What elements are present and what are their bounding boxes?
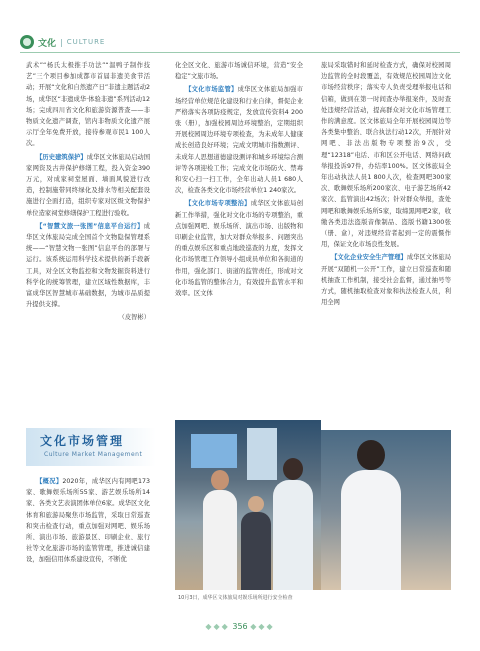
photo-person-head bbox=[248, 496, 264, 512]
photo-person bbox=[341, 470, 401, 590]
author-note: （皮智彬） bbox=[118, 314, 150, 322]
photo-display bbox=[247, 428, 277, 480]
paragraph-text: 成华区文体旅局启动国家网资及古井保护修缮工程，投入资金390万元，对成家祠堂屋面、墙面风貌进行改造，控制施带同终绿化及排水等相关配套设施进行全面打造，组织专家对区级文物保护单位造家祠堂修缮保护工程进行验收。 bbox=[26, 153, 150, 217]
inspection-photo-right bbox=[321, 430, 451, 590]
header-subtitle: CULTURE bbox=[66, 38, 106, 46]
paragraph: 化全区文化、旅游市场诚信环境，营造“安全稳定”文旅市场。 bbox=[175, 62, 303, 81]
paragraph-text: 2020年，成华区内有网吧173家、歌舞娱乐场所55家、游艺娱乐场所14家、各类文艺表演团体单位6家。成华区文化体育和旅游局聚焦市场监管，采取日常巡查和突击检查行动，重点加强对网吧、娱乐场所、演出市场、旅游景区、印刷企业、旅行社等文化旅游市场的监管管理，推进诚信建设，加强信用体系建设宣传，不断优 bbox=[26, 478, 150, 564]
photo-screen bbox=[191, 434, 237, 468]
section-subtitle: Culture Market Management bbox=[44, 451, 143, 458]
paragraph-text: 成华区文体旅局加强市场经营单位规范化建设和行业自律，督促企业严格落实各项防疫规定，发放宣传资料4 200张（册），加强校园周边环境整治，定期组织开展校园周边环境专项检查，为未成年人健康成长创造良好环境；完成文明城市指数测评、未成年人思想道德建设测评和城乡环境综合测评等各项迎检工作；完成文化市场防火、禁毒和安心扫一扫工作，全年出动人员1 680人次，检查各类文化市场经营单位1 240家次。 bbox=[175, 86, 303, 195]
section-banner bbox=[26, 428, 156, 466]
page-dots-left: ◆◆◆ bbox=[205, 622, 230, 631]
paragraph-safety-management bbox=[321, 252, 451, 308]
page-number bbox=[0, 622, 480, 631]
paragraph-special-rectification bbox=[175, 198, 303, 299]
section-tag: 【文化企业安全生产管理】 bbox=[331, 254, 407, 262]
paragraph-text: 成华区文体旅局创新工作举措，强化对文化市场的专项整治，重点加强网吧、娱乐场所、演出市场、出版物和印刷企业监管，加大对群众举报多、问题突出的重点娱乐区和重点地段巡查的力度，发挥文化市场管理工作领导小组成员单位和各街道的作用，强化部门、街道的监管责任，形成对文化市场监管的整体合力，有效提升监管水平和效率。区文体 bbox=[175, 200, 303, 298]
photo-person-head bbox=[211, 470, 229, 490]
paragraph-text: 成华区文体旅局完成全国首个文物隐保管理系统——“智慧文物一张图”信息平台的部署与运行。该系统运用科学技术提供的新手段新工具，对全区文物监控和文物发掘资料进行科学化的统筹管理，建立区域性数据库，丰富成华区智慧城市基础数据，为城市品质提升提供支撑。 bbox=[26, 222, 150, 309]
paragraph: 旅局采取错时和延时检查方式，确保对校园周边监管的全时段覆盖，有效规范校园周边文化市场经营秩序；落实专人负责受理举报电话和信箱，做到在第一时间查办举报案件，及时查处违规经营活动，提高群众对文化市场管理工作的满意度。区文体旅局全年开展校园周边等各类集中整治、联合执法行动12次，开展针对网吧、非法出版物专项整治9次，受理“12318”电话、市和区公开电话、网络问政举报投诉97件，办结率100%。区文体旅局全年出动执法人员1 800人次，检查网吧300家次、歌舞娱乐场所200家次、电子游艺场所42家次、监管演出42场次；针对群众举报，查处网吧和歌舞娱乐场所5家，取缔黑网吧2家，收缴各类违法盗版音像制品、盗版书籍1300张（册、盒），对违规经营者起到一定的震慑作用，保证文化市场良性发展。 bbox=[321, 62, 451, 249]
paragraph-market-supervision bbox=[175, 84, 303, 196]
paragraph: 武术”“杨氏太极推手功法”“温鸭子制作技艺”三个项目参加成都市首届非遗美食节活动；开展“文化和自然遗产日”非遗主题活动2场，成华区“非遗成华·体验非遗”系列活动12场；完成四川省文化和旅游资源普查——非物质文化遗产调查，馆内非物质文化遗产展示厅全年免费开放，接待参观市民1 100人次。 bbox=[26, 62, 150, 148]
page-header bbox=[20, 34, 105, 50]
paragraph-history-building bbox=[26, 152, 150, 219]
page-dots-right: ◆◆◆ bbox=[250, 622, 275, 631]
paragraph-text: 成华区文体旅局开展“双随机一公开”工作，建立日常巡查和随机抽查工作机制，接受社会监督，通过抽号等方式，随机抽取检查对象和执法检查人员，利用全网 bbox=[321, 254, 451, 307]
header-separator: | bbox=[60, 37, 63, 47]
photo-person bbox=[273, 480, 313, 590]
photo-caption: 10月3日，成华区文体旅局对娱乐场所进行安全检查 bbox=[178, 595, 293, 601]
photo-person bbox=[203, 490, 237, 590]
section-tag: 【历史建筑保护】 bbox=[36, 153, 87, 161]
section-title: 文化市场管理 bbox=[40, 434, 125, 448]
culture-logo-icon bbox=[20, 35, 34, 49]
section-tag: 【“智慧文旅一张图”信息平台运行】 bbox=[36, 222, 144, 230]
header-title: 文化 bbox=[38, 38, 57, 49]
page-number-value: 356 bbox=[232, 622, 248, 631]
photo-person bbox=[241, 512, 271, 590]
paragraph-overview bbox=[26, 476, 150, 566]
photo-person-head bbox=[357, 440, 385, 470]
section-tag: 【文化市场专项整治】 bbox=[185, 200, 251, 208]
column-middle bbox=[175, 60, 303, 390]
column-left-bottom bbox=[26, 476, 150, 636]
section-tag: 【概况】 bbox=[36, 478, 63, 485]
section-tag: 【文化市场监管】 bbox=[185, 86, 238, 94]
inspection-photo bbox=[175, 420, 321, 590]
photo-person-head bbox=[283, 458, 303, 480]
paragraph-smart-culture bbox=[26, 221, 150, 311]
header-divider bbox=[20, 52, 460, 53]
